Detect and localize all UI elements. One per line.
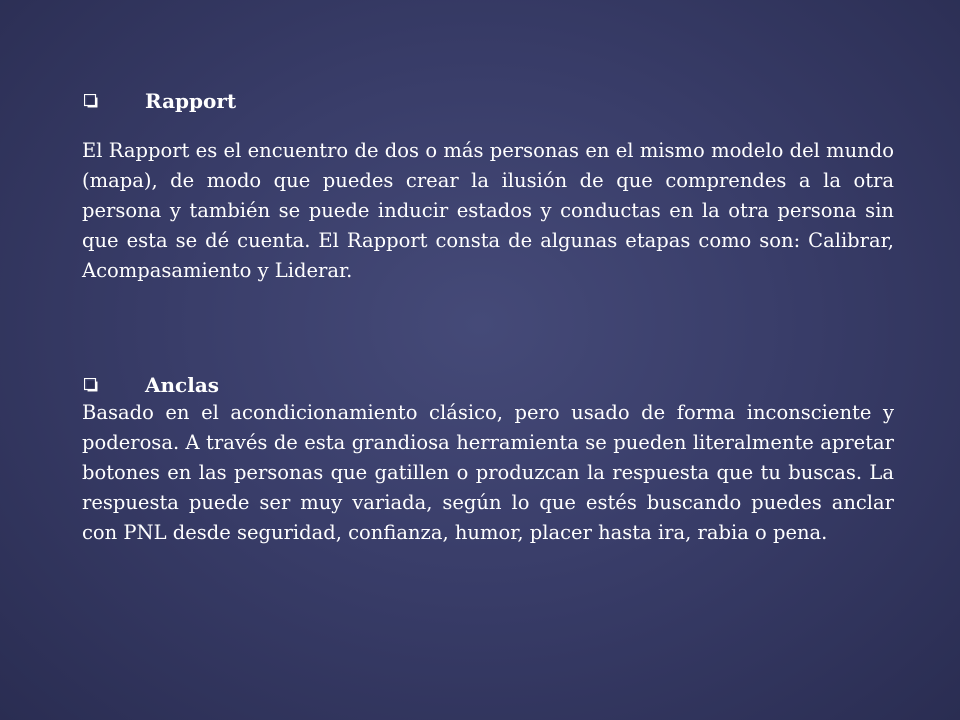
section-rapport <box>82 88 894 286</box>
section-heading: Anclas <box>145 373 220 397</box>
heading-row <box>82 372 894 398</box>
section-anclas <box>82 372 894 548</box>
section-body: El Rapport es el encuentro de dos o más personas en el mismo modelo del mundo (mapa), de modo que puedes crear la ilusión de que comprendes a la otra persona y también se puede inducir estados y conductas en la otra persona sin que esta se dé cuenta. El Rapport consta de algunas etapas como son: Calibrar, Acompasamiento y Liderar. <box>82 139 894 282</box>
section-heading: Rapport <box>145 89 237 113</box>
checkbox-icon <box>84 378 99 393</box>
checkbox-icon <box>84 94 99 109</box>
heading-row <box>82 88 894 114</box>
section-body: Basado en el acondicionamiento clásico, pero usado de forma inconsciente y poderosa. A través de esta grandiosa herramienta se pueden literalmente apretar botones en las personas que gatillen o produzcan la respuesta que tu buscas. La respuesta puede ser muy variada, según lo que estés buscando puedes anclar con PNL desde seguridad, confianza, humor, placer hasta ira, rabia o pena. <box>82 401 894 544</box>
